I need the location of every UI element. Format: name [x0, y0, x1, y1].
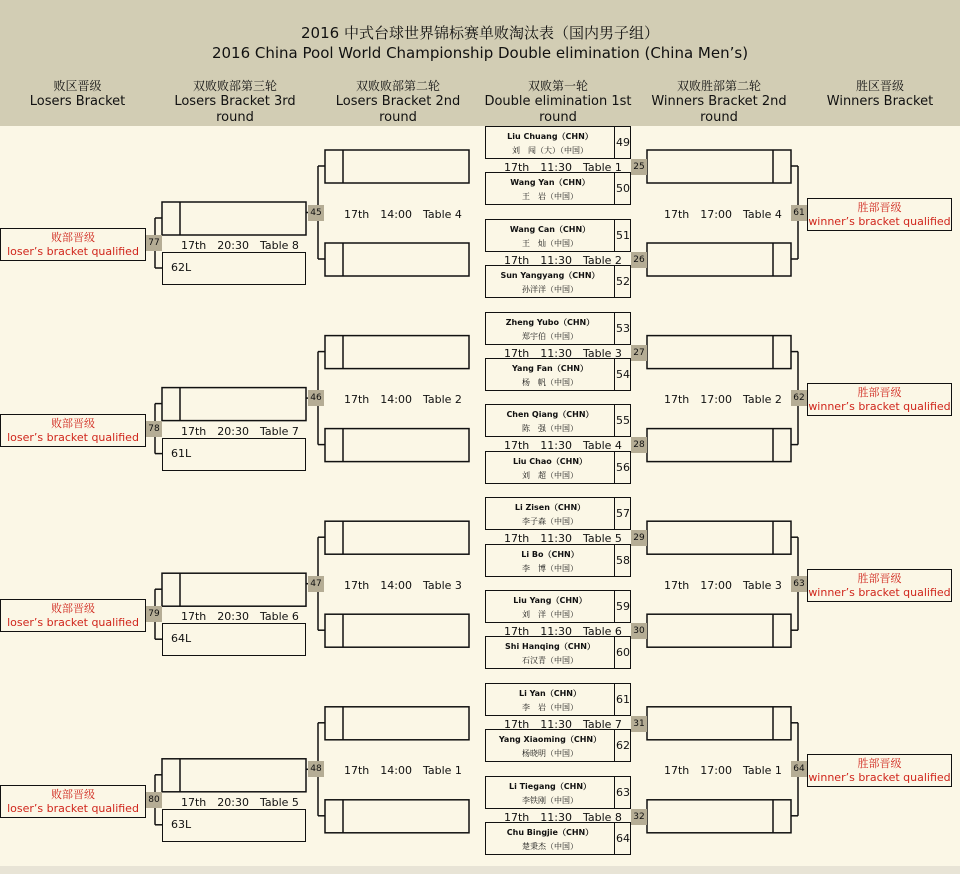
player-name-cn: 刘 洋（中国） [522, 610, 578, 619]
winners-qualified-en: winner’s bracket qualified [808, 214, 951, 228]
player-name-cn: 王 岩（中国） [522, 192, 578, 202]
lb3-slot [162, 202, 306, 235]
player-number: 49 [614, 127, 631, 158]
match-time-table: 17th 11:30 Table 1 [504, 161, 622, 174]
player-name-en: Chen Qiang（CHN） [506, 410, 594, 420]
player-name-en: Li Zisen（CHN） [514, 503, 586, 513]
lb2-slot [325, 429, 469, 462]
winners-qualified-zh: 胜部晋级 [857, 757, 902, 771]
losers-qualified-en: loser’s bracket qualified [7, 801, 139, 815]
col-lb-round3: 双败败部第三轮 Losers Bracket 3rd round [174, 79, 296, 125]
match-time-table: 17th 11:30 Table 5 [504, 532, 622, 546]
title-chinese: 2016 中式台球世界锦标赛单败淘汰表（国内男子组） [301, 24, 659, 42]
winners-qualified-zh: 胜部晋级 [857, 200, 902, 214]
loser-slot: 64L [162, 623, 306, 656]
lb2-slot [325, 521, 469, 554]
match-time-table: 17th 20:30 Table 8 [181, 239, 299, 252]
lb3-slot [162, 388, 306, 421]
match-time-table: 17th 11:30 Table 8 [504, 810, 622, 824]
match-time-table: 17th 20:30 Table 5 [181, 795, 299, 809]
player-number: 54 [614, 359, 631, 390]
player-number: 55 [614, 405, 631, 436]
player-box [485, 636, 631, 669]
player-name-cn: 刘 超（中国） [522, 470, 578, 480]
player-box [485, 219, 631, 252]
player-box [485, 683, 631, 716]
player-box [485, 312, 631, 345]
player-name-cn: 杨晓明（中国） [522, 749, 578, 759]
match-seed: 80 [146, 792, 162, 808]
player-name-en: Li Yan（CHN） [518, 688, 582, 698]
player-box [485, 172, 631, 205]
losers-qualified-box [0, 785, 146, 818]
loser-slot: 62L [162, 252, 306, 285]
match-time-table: 17th 11:30 Table 3 [504, 346, 622, 360]
player-name-cn: 王 灿（中国） [522, 238, 578, 248]
wb2-slot [647, 614, 791, 647]
match-time-table: 17th 17:00 Table 2 [664, 393, 782, 407]
player-name-cn: 孙洋洋（中国） [522, 285, 578, 295]
player-name-en: Shi Hanqing（CHN） [505, 642, 595, 652]
player-box [485, 126, 631, 159]
match-seed: 28 [631, 437, 647, 453]
wb2-slot [647, 429, 791, 462]
losers-qualified-en: loser’s bracket qualified [7, 430, 139, 444]
match-seed: 61 [791, 205, 807, 221]
match-seed: 29 [631, 530, 647, 546]
player-name-en: Li Tiegang（CHN） [508, 781, 592, 791]
player-box [485, 822, 631, 855]
losers-qualified-en: loser’s bracket qualified [7, 245, 139, 258]
player-name-cn: 郑宇伯（中国） [522, 331, 578, 341]
match-seed: 62 [791, 390, 807, 406]
player-name-cn: 李 博（中国） [522, 563, 578, 573]
wb2-slot [647, 336, 791, 369]
lb2-slot [325, 614, 469, 647]
player-name-en: Chu Bingjie（CHN） [506, 828, 594, 837]
col-losers-bracket: 败区晋级 Losers Bracket [29, 79, 126, 109]
winners-qualified-en: winner’s bracket qualified [808, 400, 951, 414]
player-name-cn: 刘 闯（大）（中国） [512, 146, 588, 155]
match-time-table: 17th 11:30 Table 6 [504, 625, 622, 638]
winners-qualified-zh: 胜部晋级 [857, 571, 902, 585]
wb2-slot [647, 707, 791, 740]
match-time-table: 17th 11:30 Table 2 [504, 253, 622, 267]
player-number: 53 [614, 313, 631, 344]
bottom-strip [0, 866, 960, 874]
match-seed: 47 [308, 576, 324, 592]
player-name-cn: 石汉青（中国） [522, 656, 578, 666]
player-number: 62 [614, 730, 631, 761]
wb2-slot [647, 521, 791, 554]
match-seed: 46 [308, 390, 324, 406]
match-time-table: 17th 14:00 Table 3 [344, 578, 462, 592]
player-box [485, 776, 631, 809]
player-box [485, 265, 631, 298]
winners-qualified-box [807, 198, 952, 231]
match-time-table: 17th 17:00 Table 1 [664, 764, 782, 778]
player-name-en: Li Bo（CHN） [521, 549, 579, 559]
player-name-en: Liu Chuang（CHN） [507, 132, 593, 141]
player-name-en: Sun Yangyang（CHN） [500, 271, 600, 281]
player-number: 61 [614, 684, 631, 715]
match-seed: 32 [631, 809, 647, 825]
match-seed: 63 [791, 576, 807, 592]
winners-qualified-box [807, 383, 952, 416]
wb2-slot [647, 243, 791, 276]
losers-qualified-box [0, 228, 146, 261]
match-seed: 45 [308, 205, 324, 221]
winners-qualified-box [807, 754, 952, 787]
match-time-table: 17th 11:30 Table 7 [504, 717, 622, 731]
lb2-slot [325, 150, 469, 183]
player-box [485, 544, 631, 577]
player-box [485, 729, 631, 762]
loser-slot: 61L [162, 438, 306, 471]
losers-qualified-zh: 败部晋级 [51, 787, 95, 801]
player-number: 51 [614, 220, 631, 251]
player-number: 64 [614, 823, 631, 854]
player-number: 50 [614, 173, 631, 204]
wb2-slot [647, 150, 791, 183]
wb2-slot [647, 800, 791, 833]
losers-qualified-zh: 败部晋级 [51, 231, 95, 244]
player-name-en: Wang Yan（CHN） [510, 178, 590, 188]
player-number: 59 [614, 591, 631, 622]
player-number: 60 [614, 637, 631, 668]
player-number: 57 [614, 498, 631, 529]
lb2-slot [325, 800, 469, 833]
lb3-slot [162, 573, 306, 606]
player-box [485, 590, 631, 623]
lb2-slot [325, 243, 469, 276]
title-english: 2016 China Pool World Championship Double elimination (China Men’s) [211, 44, 749, 62]
player-name-en: Yang Xiaoming（CHN） [498, 735, 602, 745]
match-time-table: 17th 17:00 Table 4 [664, 207, 782, 221]
player-number: 58 [614, 545, 631, 576]
player-name-cn: 楚秉杰（中国） [522, 842, 578, 851]
match-seed: 48 [308, 761, 324, 777]
player-number: 52 [614, 266, 631, 297]
match-time-table: 17th 14:00 Table 4 [344, 207, 462, 221]
player-name-en: Yang Fan（CHN） [511, 364, 588, 373]
match-seed: 25 [631, 159, 647, 175]
col-lb-round2: 双败败部第二轮 Losers Bracket 2nd round [335, 79, 461, 125]
losers-qualified-box [0, 599, 146, 632]
col-winners-bracket: 胜区晋级 Winners Bracket [826, 79, 934, 109]
player-name-cn: 李铁刚（中国） [522, 795, 578, 805]
match-time-table: 17th 17:00 Table 3 [664, 578, 782, 592]
match-seed: 79 [146, 606, 162, 622]
loser-slot: 63L [162, 809, 306, 842]
losers-qualified-en: loser’s bracket qualified [7, 616, 139, 630]
match-time-table: 17th 20:30 Table 7 [181, 424, 299, 438]
match-time-table: 17th 14:00 Table 2 [344, 393, 462, 407]
col-de-round1: 双败第一轮 Double elimination 1st round [484, 79, 632, 125]
match-seed: 30 [631, 623, 647, 639]
winners-qualified-en: winner’s bracket qualified [808, 771, 951, 785]
losers-qualified-zh: 败部晋级 [51, 416, 95, 430]
match-seed: 64 [791, 761, 807, 777]
winners-qualified-en: winner’s bracket qualified [808, 585, 951, 599]
losers-qualified-box [0, 414, 146, 447]
player-name-en: Liu Chao（CHN） [512, 456, 588, 466]
player-name-cn: 杨 帆（中国） [522, 378, 578, 387]
player-number: 56 [614, 452, 631, 483]
lb2-slot [325, 336, 469, 369]
player-box [485, 451, 631, 484]
player-box [485, 358, 631, 391]
col-wb-round2: 双败胜部第二轮 Winners Bracket 2nd round [651, 79, 787, 125]
lb2-slot [325, 707, 469, 740]
match-time-table: 17th 14:00 Table 1 [344, 764, 462, 778]
winners-qualified-zh: 胜部晋级 [857, 386, 902, 400]
match-seed: 27 [631, 345, 647, 361]
player-name-en: Liu Yang（CHN） [513, 596, 587, 605]
losers-qualified-zh: 败部晋级 [51, 602, 95, 616]
lb3-slot [162, 759, 306, 792]
match-seed: 31 [631, 716, 647, 732]
match-seed: 26 [631, 252, 647, 268]
winners-qualified-box [807, 569, 952, 602]
player-box [485, 404, 631, 437]
player-name-cn: 陈 强（中国） [522, 424, 578, 434]
player-number: 63 [614, 777, 631, 808]
player-box [485, 497, 631, 530]
match-time-table: 17th 20:30 Table 6 [181, 610, 299, 624]
player-name-cn: 李 岩（中国） [522, 702, 578, 712]
player-name-cn: 李子森（中国） [522, 517, 578, 527]
match-seed: 78 [146, 421, 162, 437]
match-seed: 77 [146, 235, 162, 251]
player-name-en: Zheng Yubo（CHN） [505, 317, 595, 327]
player-name-en: Wang Can（CHN） [509, 224, 591, 234]
match-time-table: 17th 11:30 Table 4 [504, 439, 622, 453]
